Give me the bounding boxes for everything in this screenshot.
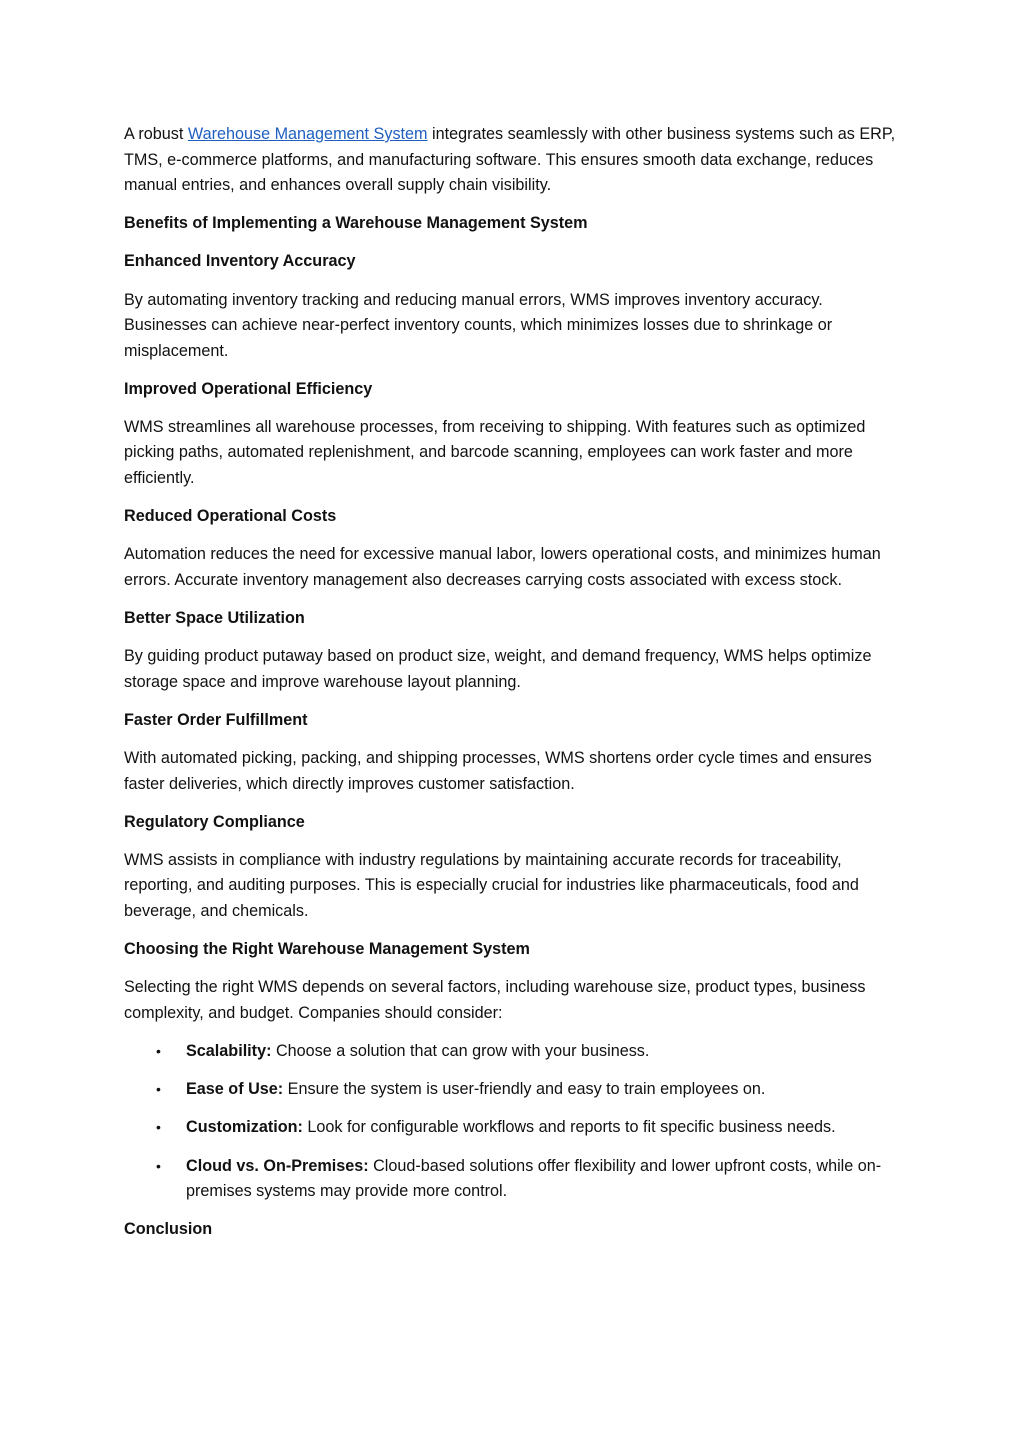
bullet-icon: • xyxy=(156,1081,161,1098)
bullet-icon: • xyxy=(156,1043,161,1059)
bullet-icon: • xyxy=(156,1119,161,1136)
section-body-inventory-accuracy: By automating inventory tracking and reducing manual errors, WMS improves inventory accuracy. Businesses can achieve near-perfect inventory counts, which minimizes losses due to shrinkage or misplacement. xyxy=(124,290,833,360)
choosing-body: Selecting the right WMS depends on several factors, including warehouse size, product types, business complexity, and budget. Companies should consider: xyxy=(124,978,866,1022)
list-item-term: Customization: xyxy=(186,1118,303,1137)
list-item-term: Cloud vs. On-Premises: xyxy=(186,1156,369,1175)
benefits-heading: Benefits of Implementing a Warehouse Management System xyxy=(124,214,588,233)
choosing-heading: Choosing the Right Warehouse Management System xyxy=(124,940,530,959)
list-item-text: Cloud-based solutions offer flexibility and lower upfront costs, while on-premises systems may provide more control. xyxy=(186,1156,882,1201)
section-body-space-utilization: By guiding product putaway based on product size, weight, and demand frequency, WMS helps optimize storage space and improve warehouse layout planning. xyxy=(124,647,872,691)
section-body-regulatory-compliance: WMS assists in compliance with industry regulations by maintaining accurate records for traceability, reporting, and auditing purposes. This is especially crucial for industries like pharmaceuticals, food and beverage, and chemicals. xyxy=(124,850,859,920)
intro-paragraph xyxy=(124,122,899,199)
section-body-operational-efficiency: WMS streamlines all warehouse processes, from receiving to shipping. With features such as optimized picking paths, automated replenishment, and barcode scanning, employees can work faster and more efficiently. xyxy=(124,417,866,487)
list-item xyxy=(124,1039,899,1065)
section-heading-inventory-accuracy: Enhanced Inventory Accuracy xyxy=(124,252,356,271)
document-page xyxy=(124,122,899,1255)
section-heading-order-fulfillment: Faster Order Fulfillment xyxy=(124,710,308,729)
list-item xyxy=(124,1077,899,1103)
list-item-term: Scalability: xyxy=(186,1042,272,1060)
list-item-text: Look for configurable workflows and reports to fit specific business needs. xyxy=(302,1118,836,1137)
intro-text-after-link: integrates seamlessly with other business systems such as ERP, TMS, e-commerce platforms, and manufacturing software. This ensures smooth data exchange, reduces manual entries, and enhances overall supply chain visibility. xyxy=(124,125,896,194)
list-item xyxy=(124,1115,899,1141)
section-heading-space-utilization: Better Space Utilization xyxy=(124,609,305,627)
considerations-list xyxy=(124,1039,899,1205)
section-body-operational-costs: Automation reduces the need for excessive manual labor, lowers operational costs, and minimizes human errors. Accurate inventory management also decreases carrying costs associated with excess stock. xyxy=(124,545,881,589)
list-item-term: Ease of Use: xyxy=(186,1080,284,1099)
bullet-icon: • xyxy=(156,1157,161,1174)
list-item xyxy=(124,1154,899,1205)
section-heading-operational-efficiency: Improved Operational Efficiency xyxy=(124,379,373,398)
list-item-text: Ensure the system is user-friendly and easy to train employees on. xyxy=(283,1080,766,1099)
conclusion-heading: Conclusion xyxy=(124,1220,213,1239)
warehouse-management-system-link[interactable]: Warehouse Management System xyxy=(187,125,428,143)
intro-text-before-link: A robust xyxy=(124,125,188,143)
section-body-order-fulfillment: With automated picking, packing, and shipping processes, WMS shortens order cycle times and ensures faster deliveries, which directly improves customer satisfaction. xyxy=(124,749,872,793)
list-item-text: Choose a solution that can grow with your business. xyxy=(271,1042,650,1060)
section-heading-operational-costs: Reduced Operational Costs xyxy=(124,507,337,526)
section-heading-regulatory-compliance: Regulatory Compliance xyxy=(124,812,305,831)
